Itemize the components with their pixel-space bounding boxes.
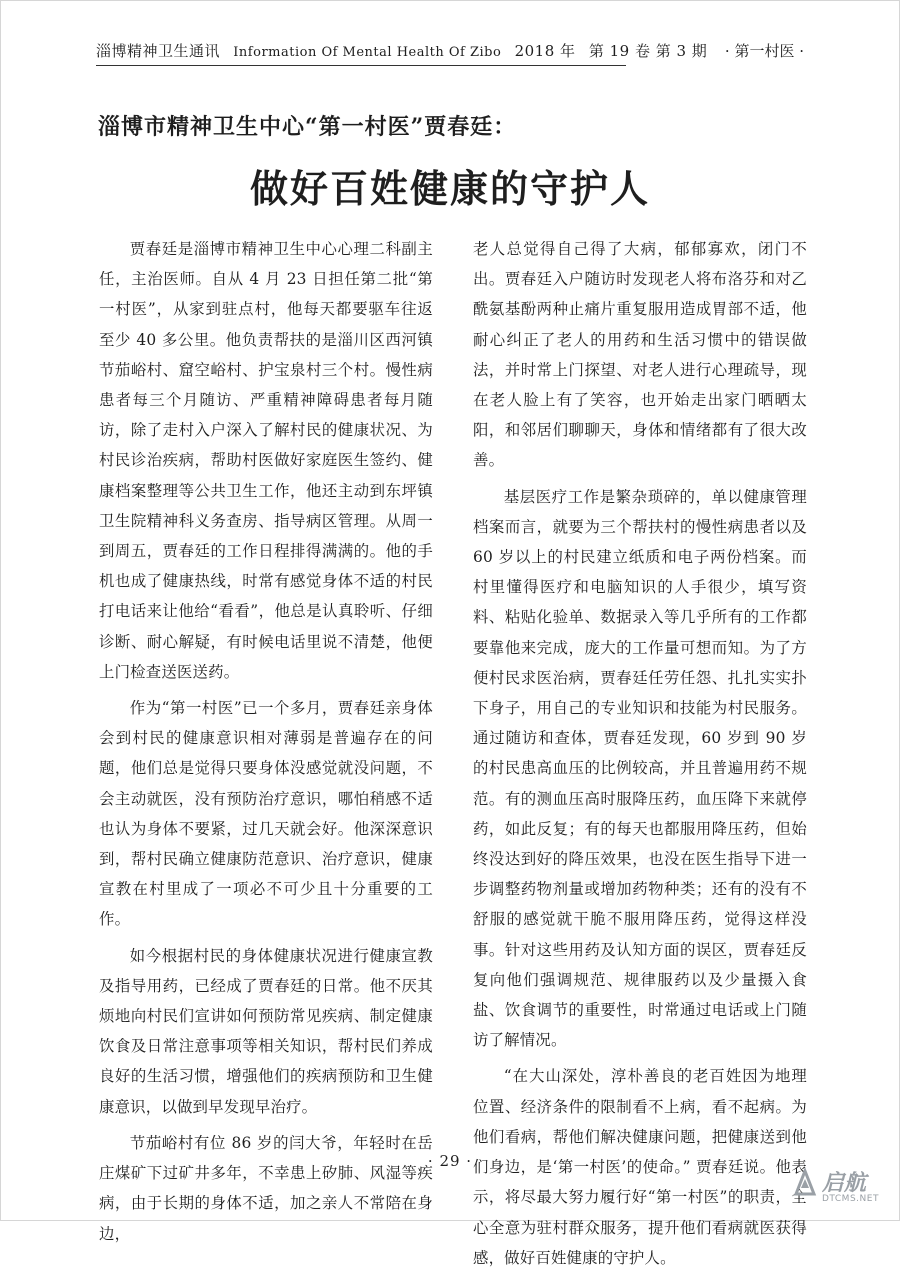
body-paragraph: 作为“第一村医”已一个多月，贾春廷亲身体会到村民的健康意识相对薄弱是普遍存在的问题，他们总是觉得只要身体没感觉就没问题，不会主动就医，没有预防治疗意识，哪怕稍感不适也认为身体不要紧，过几天就会好。他深深意识到，帮村民确立健康防范意识、治疗意识，健康宣教在村里成了一项必不可少且十分重要的工作。 — [99, 699, 433, 929]
body-paragraph: “在大山深处，淳朴善良的老百姓因为地理位置、经济条件的限制看不上病，看不起病。为他们看病，帮他们解决健康问题，把健康送到他们身边，是‘第一村医’的使命。” 贾春廷说。他表示，将尽最大努力履行好“第一村医”的职责，全心全意为驻村群众服务，提升他们看病就医获得感，做好百姓健康的守护人。 — [473, 1067, 807, 1267]
body-paragraph: 如今根据村民的身体健康状况进行健康宣教及指导用药，已经成了贾春廷的日常。他不厌其烦地向村民们宣讲如何预防常见疾病、制定健康饮食及日常注意事项等相关知识，帮村民们养成良好的生活习惯，增强他们的疾病预防和卫生健康意识，以做到早发现早治疗。 — [99, 946, 433, 1116]
body-paragraph-continued: 老人总觉得自己得了大病，郁郁寡欢，闭门不出。贾春廷入户随访时发现老人将布洛芬和对乙酰氨基酚两种止痛片重复服用造成胃部不适，他耐心纠正了老人的用药和生活习惯中的错误做法，并时常上门探望、对老人进行心理疏导，现在老人脸上有了笑容，也开始走出家门晒晒太阳，和邻居们聊聊天，身体和情绪都有了很大改善。 — [473, 240, 807, 470]
page-number: · 29 · — [427, 1152, 473, 1170]
journal-year: 2018 年 — [514, 42, 576, 60]
watermark-logo — [790, 1162, 890, 1212]
running-header — [96, 36, 806, 66]
body-paragraph: 贾春廷是淄博市精神卫生中心心理二科副主任，主治医师。自从 4 月 23 日担任第二批“第一村医”，从家到驻点村，他每天都要驱车往返至少 40 多公里。他负责帮扶的是淄川区西河镇节茄峪村、窟空峪村、护宝泉村三个村。慢性病患者每三个月随访、严重精神障碍患者每月随访，除了走村入户深入了解村民的健康状况、为村民诊治疾病，帮助村医做好家庭医生签约、健康档案整理等公共卫生工作，他还主动到东坪镇卫生院精神科义务查房、指导病区管理。从周一到周五，贾春廷的工作日程排得满满的。他的手机也成了健康热线，时常有感觉身体不适的村民打电话来让他给“看看”，他总是认真聆听、仔细诊断、耐心解疑，有时候电话里说不清楚，他便上门检查送医送药。 — [99, 240, 433, 681]
right-column — [473, 234, 807, 1273]
article-title: 做好百姓健康的守护人 — [249, 166, 650, 211]
section-tag: · 第一村医 · — [724, 42, 804, 60]
watermark-subtext: DTCMS.NET — [822, 1194, 879, 1204]
sail-logo-icon — [792, 1168, 818, 1198]
journal-volume-issue: 第 19 卷 第 3 期 — [588, 42, 708, 60]
journal-title-cn: 淄博精神卫生通讯 — [96, 42, 221, 60]
journal-title-en: Information Of Mental Health Of Zibo — [233, 45, 502, 60]
article-kicker: 淄博市精神卫生中心“第一村医”贾春廷： — [98, 114, 517, 140]
body-paragraph: 基层医疗工作是繁杂琐碎的，单以健康管理档案而言，就要为三个帮扶村的慢性病患者以及 60 岁以上的村民建立纸质和电子两份档案。而村里懂得医疗和电脑知识的人手很少，填写资料、粘贴化验单、数据录入等几乎所有的工作都要靠他来完成，庞大的工作量可想而知。为了方便村民求医治病，贾春廷任劳任怨、扎扎实实扑下身子，用自己的专业知识和技能为村民服务。通过随访和查体，贾春廷发现，60 岁到 90 岁的村民患高血压的比例较高，并且普遍用药不规范。有的测血压高时服降压药，血压降下来就停药，如此反复；有的每天也都服用降压药，但始终没达到好的降压效果，也没在医生指导下进一步调整药物剂量或增加药物种类；还有的没有不舒服的感觉就干脆不服用降压药，觉得这样没事。针对这些用药及认知方面的误区，贾春廷反复向他们强调规范、规律服药以及少量摄入食盐、饮食调节的重要性，时常通过电话或上门随访了解情况。 — [473, 487, 807, 1050]
watermark-text: 启航 — [822, 1171, 867, 1196]
left-column — [99, 234, 433, 1249]
body-paragraph: 节茄峪村有位 86 岁的闫大爷，年轻时在岳庄煤矿下过矿井多年，不幸患上矽肺、风湿等疾病，由于长期的身体不适，加之亲人不常陪在身边， — [99, 1133, 433, 1243]
journal-info-line — [96, 40, 708, 66]
